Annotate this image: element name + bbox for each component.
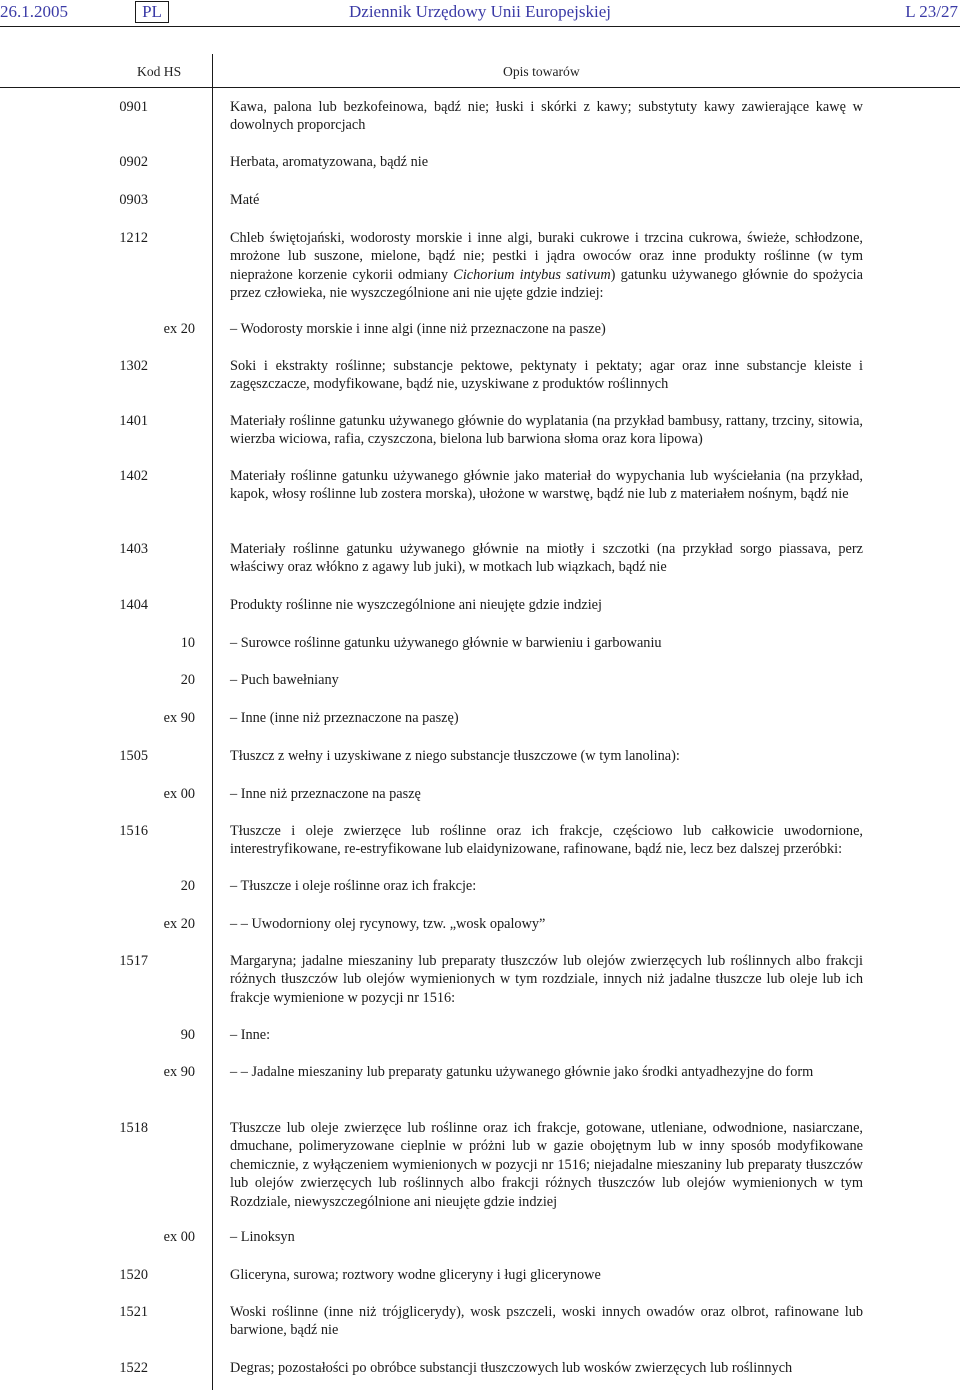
goods-description: – Tłuszcze i oleje roślinne oraz ich frakcje: (230, 878, 477, 894)
description-text: ) gatunku używanego głównie do spożycia przez człowieka, nie wyszczególnione ani nie ujęte gdzie indziej: (230, 266, 864, 302)
hs-code: 1401 (119, 413, 148, 429)
column-header-description: Opis towarów (503, 64, 580, 79)
goods-description: – Surowce roślinne gatunku używanego głównie w barwieniu i garbowaniu (230, 635, 662, 651)
header-date: 26.1.2005 (0, 2, 68, 21)
hs-code: 1520 (119, 1267, 148, 1283)
hs-subcode: 10 (180, 635, 195, 651)
goods-description (230, 229, 863, 303)
goods-description: Materiały roślinne gatunku używanego głównie jako materiał do wypychania lub wyściełania (na przykład, kapok, włosy roślinne lub zostera morska), ułożone w warstwę, bądź nie lub z materiałem nośnym, bądź nie (230, 468, 863, 503)
hs-code: 1212 (119, 230, 148, 246)
goods-description: Tłuszcze lub oleje zwierzęce lub roślinne oraz ich frakcje, gotowane, utleniane, odwodnione, nasiarczane, dmuchane, polimeryzowane cieplnie w próżni lub w gazie obojętnym lub w inny sposób modyfikowane chemicznie, z wyłączeniem wymienionych w pozycji nr 1516; niejadalne mieszaniny lub preparaty tłuszczów lub olejów zwierzęcych lub roślinnych albo frakcji różnych tłuszczów lub olejów wymienionych w tym Rozdziale, niewyszczególnione ani nieujęte gdzie indziej (230, 1120, 863, 1210)
goods-description: Gliceryna, surowa; roztwory wodne gliceryny i ługi glicerynowe (230, 1267, 601, 1283)
goods-description: – Puch bawełniany (230, 672, 339, 688)
hs-code: 0901 (119, 99, 148, 115)
hs-subcode: ex 00 (163, 1229, 195, 1245)
goods-description: Maté (230, 192, 260, 208)
goods-description: Woski roślinne (inne niż trójglicerydy), wosk pszczeli, woski innych owadów oraz olbrot, rafinowane lub barwione, bądź nie (230, 1304, 863, 1339)
hs-code: 1522 (119, 1360, 148, 1376)
goods-description: Kawa, palona lub bezkofeinowa, bądź nie; łuski i skórki z kawy; substytuty kawy zawierające kawę w dowolnych proporcjach (230, 99, 863, 134)
goods-description: – Inne: (230, 1027, 271, 1043)
header-journal-title: Dziennik Urzędowy Unii Europejskiej (349, 2, 612, 21)
goods-description: Margaryna; jadalne mieszaniny lub preparaty tłuszczów lub olejów zwierzęcych lub roślinnych albo frakcji różnych tłuszczów lub olejów wymienionych w tym rozdziale, innych niż jadalne tłuszcze lub oleje lub ich frakcje wymienione w pozycji nr 1516: (230, 953, 863, 1006)
hs-code: 1404 (119, 597, 148, 613)
column-divider (212, 54, 213, 1390)
hs-code: 1402 (119, 468, 148, 484)
header-rule (0, 26, 960, 27)
goods-description: Materiały roślinne gatunku używanego głównie na miotły i szczotki (na przykład sorgo piassava, perz właściwy oraz włókno z agawy lub juki), w motkach lub wiązkach, bądź nie (230, 541, 863, 576)
hs-subcode: ex 00 (163, 786, 195, 802)
column-header-rule (0, 87, 960, 88)
goods-description: – – Jadalne mieszaniny lub preparaty gatunku używanego głównie jako środki antyadhezyjne do form (230, 1064, 814, 1080)
hs-code: 1516 (119, 823, 148, 839)
hs-subcode: ex 90 (163, 710, 195, 726)
goods-description: – Inne niż przeznaczone na paszę (230, 786, 421, 802)
hs-subcode: ex 90 (163, 1064, 195, 1080)
goods-description: Degras; pozostałości po obróbce substancji tłuszczowych lub wosków zwierzęcych lub roślinnych (230, 1360, 793, 1376)
goods-description: Tłuszcze i oleje zwierzęce lub roślinne oraz ich frakcje, częściowo lub całkowicie uwodornione, interestryfikowane, re-estryfikowane lub elaidynizowane, rafinowane, bądź nie, lecz bez dalszej przeróbki: (230, 823, 863, 858)
goods-description: Soki i ekstrakty roślinne; substancje pektowe, pektynaty i pektaty; agar oraz inne substancje kleiste i zagęszczacze, modyfikowane, bądź nie, uzyskiwane z produktów roślinnych (230, 358, 863, 393)
hs-subcode: 20 (180, 672, 195, 688)
hs-code: 1518 (119, 1120, 148, 1136)
goods-description: Produkty roślinne nie wyszczególnione ani nieujęte gdzie indziej (230, 597, 603, 613)
goods-description: Herbata, aromatyzowana, bądź nie (230, 154, 429, 170)
goods-description: – – Uwodorniony olej rycynowy, tzw. „wosk opalowy” (230, 916, 546, 932)
column-header-hs-code: Kod HS (137, 64, 182, 79)
goods-description: – Linoksyn (230, 1229, 295, 1245)
header-language-box: PL (135, 1, 169, 23)
goods-description: – Inne (inne niż przeznaczone na paszę) (230, 710, 459, 726)
hs-code: 0902 (119, 154, 148, 170)
hs-code: 1517 (119, 953, 148, 969)
species-name: Cichorium intybus sativum (453, 266, 611, 283)
goods-description: – Wodorosty morskie i inne algi (inne niż przeznaczone na pasze) (230, 321, 606, 337)
hs-code: 1302 (119, 358, 148, 374)
hs-subcode: ex 20 (163, 916, 195, 932)
description-text: Chleb świętojański, wodorosty morskie i inne algi, buraki cukrowe i trzcina cukrowa, świeże, schłodzone, mrożone lub suszone, mielone, bądź nie; pestki i jądra owoców oraz inne produkty roślinne (w tym nieprażone korzenie cykorii odmiany (230, 230, 863, 283)
goods-description: Tłuszcz z wełny i uzyskiwane z niego substancje tłuszczowe (w tym lanolina): (230, 748, 680, 764)
hs-code: 0903 (119, 192, 148, 208)
hs-code: 1505 (119, 748, 148, 764)
hs-subcode: 90 (180, 1027, 195, 1043)
hs-code: 1403 (119, 541, 148, 557)
hs-code: 1521 (119, 1304, 148, 1320)
goods-description: Materiały roślinne gatunku używanego głównie do wyplatania (na przykład bambusy, rattany, trzciny, sitowia, wierzba wiciowa, rafia, czyszczona, bielona lub barwiona słoma oraz kora lipowa) (230, 413, 863, 448)
page-header (0, 0, 960, 28)
hs-subcode: 20 (180, 878, 195, 894)
hs-subcode: ex 20 (163, 321, 195, 337)
header-page-number: L 23/27 (905, 2, 958, 21)
